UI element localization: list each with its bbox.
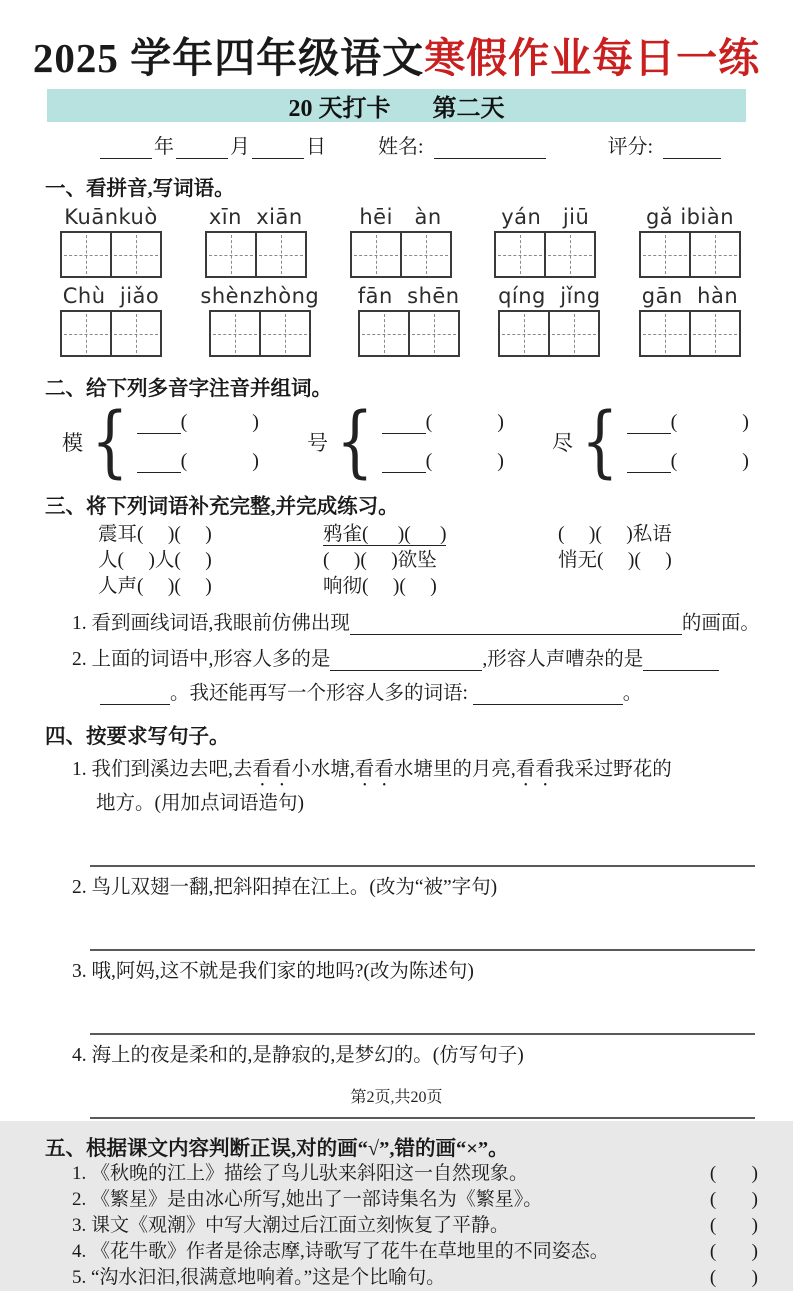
judge-item (0, 1265, 793, 1291)
q1-blank (350, 615, 682, 635)
pinyin-item (200, 284, 319, 357)
q2-text-2: 。我还能再写一个形容人多的词语: (170, 683, 473, 705)
judge-text: 4. 《花牛歌》作者是徐志摩,诗歌写了花牛在草地里的不同姿态。 (72, 1241, 609, 1263)
judge-paren: ( ) (709, 1241, 759, 1263)
word-item: 人声( )( ) (98, 576, 212, 598)
q2-blank-2b (100, 685, 170, 705)
judge-paren: ( ) (709, 1163, 759, 1185)
year-label: 年 (154, 136, 174, 159)
judge-item (0, 1187, 793, 1213)
q1-emphasis: 看看 (354, 759, 394, 781)
q2-text: 2. 上面的词语中,形容人多的是 (72, 649, 331, 671)
pinyin-item (350, 205, 452, 278)
judge-text: 1. 《秋晚的江上》描绘了鸟儿驮来斜阳这一自然现象。 (72, 1163, 529, 1185)
polyphone-row (62, 397, 793, 488)
title-red: 寒假作业每日一练 (424, 35, 761, 81)
word-paren: ( ) (670, 450, 749, 473)
pinyin-label: gǎ ibiàn (645, 205, 735, 230)
pinyin-label: qíng jǐng (498, 284, 601, 309)
pinyin-item (60, 205, 162, 278)
q1-seg: 小水塘, (291, 759, 355, 781)
judge-text: 3. 课文《观潮》中写大潮过后江面立刻恢复了平静。 (72, 1215, 510, 1237)
sentence-q1-line2: 地方。(用加点词语造句) (96, 793, 304, 815)
q2-text-end: 。 (622, 683, 643, 705)
writing-grid (60, 310, 162, 357)
pinyin-label: fān shēn (357, 284, 460, 309)
pinyin-blank (137, 452, 181, 473)
date-line (0, 130, 793, 159)
q2-blank-3 (473, 685, 623, 705)
pinyin-item (358, 284, 460, 357)
q2-blank-2 (643, 651, 719, 671)
judge-item (0, 1161, 793, 1187)
word-paren: ( ) (670, 411, 749, 434)
word-row (98, 575, 793, 599)
brace-glyph: { (581, 397, 619, 488)
pinyin-label: xīn xiān (208, 205, 303, 230)
word-paren: ( ) (180, 450, 259, 473)
section5-heading: 五、根据课文内容判断正误,对的画“√”,错的画“×”。 (45, 1138, 509, 1161)
q2-text-mid: ,形容人声嘈杂的是 (482, 649, 644, 671)
page-title (0, 0, 793, 81)
polyphone-char: 号 (306, 431, 328, 456)
section3-question1 (0, 607, 793, 635)
polyphone-group (306, 397, 504, 488)
polyphone-char: 尽 (551, 431, 573, 456)
word-item: ( )( )私语 (558, 524, 672, 546)
q1-text: 1. 看到画线词语,我眼前仿佛出现 (72, 613, 350, 635)
section1-heading: 一、看拼音,写词语。 (45, 178, 235, 201)
word-completion-grid (98, 523, 793, 599)
judge-item (0, 1239, 793, 1265)
name-label: 姓名: (378, 136, 424, 159)
writing-grid (350, 231, 452, 278)
pinyin-label: hēi àn (359, 205, 442, 230)
word-item: 人( )人( ) (98, 550, 212, 572)
pinyin-label: Chù jiǎo (62, 284, 160, 309)
writing-grid (639, 310, 741, 357)
answer-line (90, 1011, 755, 1035)
word-row (98, 549, 793, 573)
day-blank (252, 138, 304, 159)
banner-days: 20 天打卡 (288, 96, 391, 123)
pinyin-label: Kuānkuò (64, 205, 158, 230)
banner-day-number: 第二天 (432, 96, 505, 123)
pinyin-row-1 (60, 205, 741, 278)
polyphone-group (551, 397, 749, 488)
pinyin-label: gān hàn (641, 284, 739, 309)
section3-question2-line1 (0, 643, 793, 671)
section4-heading: 四、按要求写句子。 (45, 726, 230, 749)
judge-text: 2. 《繁星》是由冰心所写,她出了一部诗集名为《繁星》。 (72, 1189, 543, 1211)
pinyin-blank (627, 452, 671, 473)
name-blank (434, 138, 546, 159)
word-paren: ( ) (425, 411, 504, 434)
score-label: 评分: (607, 136, 654, 159)
word-item: ( )( )欲坠 (323, 550, 437, 572)
q1-text-end: 的画面。 (681, 613, 760, 635)
polyphone-char: 模 (62, 431, 83, 456)
word-item: 响彻( )( ) (323, 576, 437, 598)
q1-seg: 我采过野花的 (554, 759, 672, 781)
title-black: 2025 学年四年级语文 (32, 35, 425, 81)
q1-emphasis: 看看 (252, 759, 292, 781)
pinyin-item (498, 284, 600, 357)
day-label: 日 (306, 136, 326, 159)
word-item: 震耳( )( ) (98, 524, 212, 546)
pinyin-item (60, 284, 162, 357)
section3-question2-line2 (0, 677, 793, 705)
writing-grid (498, 310, 600, 357)
q1-seg: 1. 我们到溪边去吧,去 (72, 759, 253, 781)
pinyin-item (494, 205, 596, 278)
pinyin-label: shènzhòng (200, 284, 320, 309)
pinyin-label: yán jiū (501, 205, 590, 230)
word-paren: ( ) (425, 450, 504, 473)
writing-grid (639, 231, 741, 278)
judge-paren: ( ) (709, 1267, 759, 1289)
q1-emphasis: 看看 (515, 759, 555, 781)
word-item: 悄无( )( ) (558, 550, 672, 572)
page-number: 第2页,共20页 (350, 1089, 443, 1106)
q1-seg: 水塘里的月亮, (393, 759, 516, 781)
pinyin-blank (137, 413, 181, 434)
writing-grid (358, 310, 460, 357)
writing-grid (209, 310, 311, 357)
pinyin-item (639, 284, 741, 357)
month-label: 月 (230, 136, 250, 159)
judge-paren: ( ) (709, 1215, 759, 1237)
month-blank (176, 138, 228, 159)
judge-item (0, 1213, 793, 1239)
word-row (98, 523, 793, 547)
word-item (558, 575, 788, 599)
pinyin-blank (382, 452, 426, 473)
word-paren: ( ) (180, 411, 259, 434)
brace-glyph: { (91, 397, 129, 488)
year-blank (100, 138, 152, 159)
pinyin-item (639, 205, 741, 278)
polyphone-group (62, 397, 259, 488)
word-item-underlined: 鸦雀( )( ) (323, 524, 447, 546)
answer-line (90, 843, 755, 867)
sentence-q4: 4. 海上的夜是柔和的,是静寂的,是梦幻的。(仿写句子) (72, 1045, 524, 1067)
section2-heading: 二、给下列多音字注音并组词。 (45, 378, 332, 401)
writing-grid (60, 231, 162, 278)
sentence-q1 (0, 757, 793, 791)
q2-blank-1 (330, 651, 482, 671)
section3-heading: 三、将下列词语补充完整,并完成练习。 (45, 496, 399, 519)
writing-grid (494, 231, 596, 278)
day-banner (47, 89, 746, 122)
pinyin-item (205, 205, 307, 278)
writing-grid (205, 231, 307, 278)
pinyin-row-2 (60, 284, 741, 357)
judge-paren: ( ) (709, 1189, 759, 1211)
answer-line (90, 927, 755, 951)
score-blank (663, 138, 721, 159)
sentence-q2: 2. 鸟儿双翅一翻,把斜阳掉在江上。(改为“被”字句) (72, 877, 498, 899)
judge-text: 5. “沟水汩汩,很满意地响着。”这是个比喻句。 (72, 1267, 446, 1289)
brace-glyph: { (336, 397, 374, 488)
pinyin-blank (627, 413, 671, 434)
sentence-q3: 3. 哦,阿妈,这不就是我们家的地吗?(改为陈述句) (72, 961, 474, 983)
pinyin-blank (382, 413, 426, 434)
